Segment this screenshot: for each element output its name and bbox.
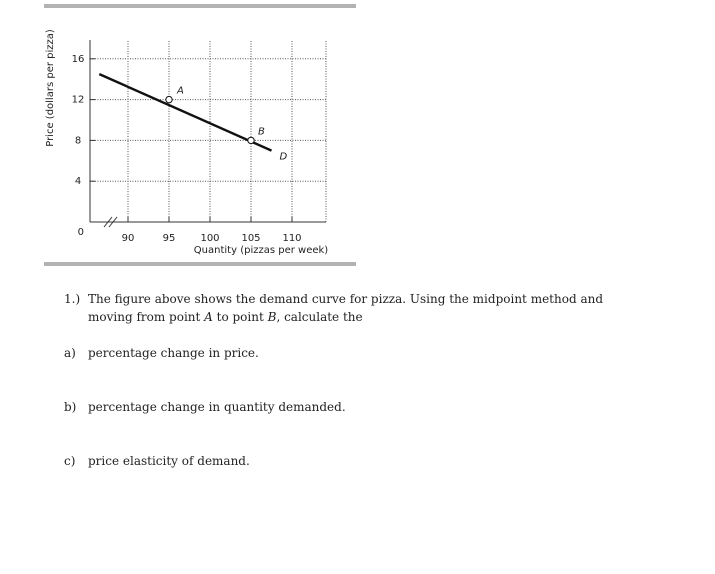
points-group bbox=[166, 86, 265, 144]
y-ticks bbox=[72, 54, 95, 187]
demand-curve-label: D bbox=[279, 151, 288, 163]
question-text bbox=[88, 290, 648, 326]
question-part-b bbox=[64, 400, 346, 414]
point-b-label: B bbox=[258, 126, 265, 138]
point-b-marker bbox=[248, 137, 254, 143]
part-letter: b) bbox=[64, 400, 77, 414]
x-tick-label: 95 bbox=[162, 233, 176, 244]
grid bbox=[90, 40, 326, 222]
part-text: price elasticity of demand. bbox=[88, 454, 250, 468]
question-part-c bbox=[64, 454, 250, 468]
y-tick-label: 8 bbox=[74, 135, 82, 147]
question-part-a bbox=[64, 346, 259, 360]
x-axis-label: Quantity (pizzas per week) bbox=[193, 245, 329, 256]
question-point-a: A bbox=[204, 310, 213, 324]
x-tick-label: 90 bbox=[121, 233, 135, 244]
question-text-part: to point bbox=[212, 310, 268, 324]
question-text-part: , calculate the bbox=[276, 310, 363, 324]
y-tick-label: 16 bbox=[71, 53, 85, 65]
y-axis-label: Price (dollars per pizza) bbox=[45, 29, 56, 147]
x-tick-label: 110 bbox=[282, 233, 302, 244]
x-ticks bbox=[122, 217, 302, 244]
y-tick-label: 12 bbox=[71, 94, 85, 106]
y-tick-label: 4 bbox=[74, 176, 82, 188]
question-number: 1.) bbox=[64, 292, 81, 306]
part-text: percentage change in quantity demanded. bbox=[88, 400, 346, 414]
part-letter: c) bbox=[64, 454, 76, 468]
x-tick-label: 100 bbox=[200, 233, 220, 244]
question-1 bbox=[64, 290, 664, 326]
axes bbox=[90, 40, 326, 227]
part-text: percentage change in price. bbox=[88, 346, 259, 360]
demand-curve-line bbox=[99, 74, 271, 151]
question-point-b: B bbox=[267, 310, 277, 324]
question-text-part: The figure above shows the demand curve for pizza. Using the midpoint method and moving from point bbox=[88, 292, 604, 324]
part-letter: a) bbox=[64, 346, 76, 360]
point-a-label: A bbox=[177, 85, 184, 97]
demand-chart bbox=[0, 0, 715, 270]
origin-label: 0 bbox=[77, 227, 84, 238]
point-a-marker bbox=[166, 96, 172, 102]
x-tick-label: 105 bbox=[241, 233, 261, 244]
